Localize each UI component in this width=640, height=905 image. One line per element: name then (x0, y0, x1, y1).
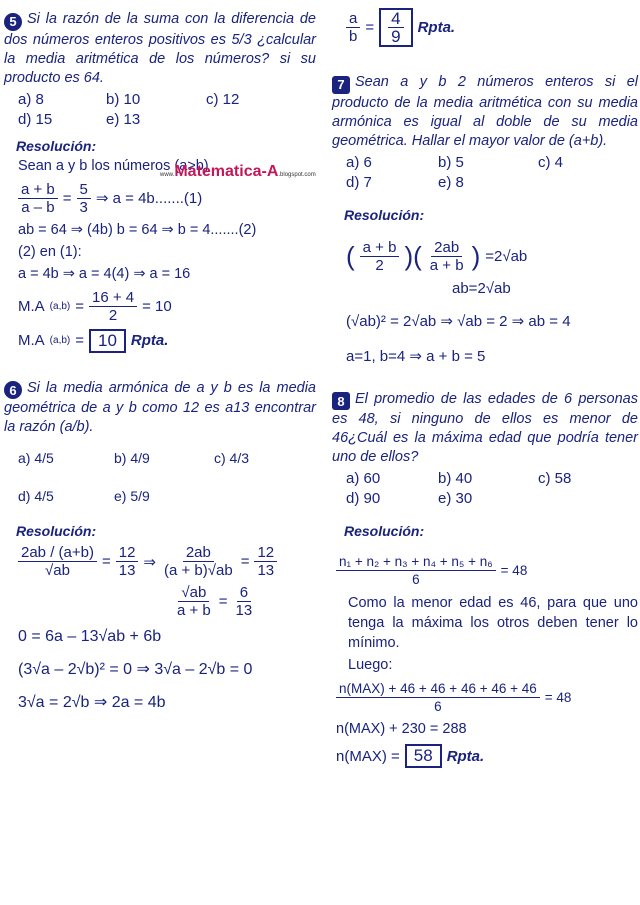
problem-8-answer: n(MAX) = 58 Rpta. (336, 744, 638, 768)
option: c) 4 (538, 153, 564, 171)
step: 0 = 6a – 13√ab + 6b (18, 628, 162, 645)
step: (√ab)² = 2√ab ⇒ √ab = 2 ⇒ ab = 4 (346, 312, 571, 330)
problem-7-options (346, 153, 638, 193)
option: b) 5 (438, 153, 464, 171)
problem-5-answer: M.A (a,b) = 10 Rpta. (18, 329, 316, 353)
option: d) 4/5 (18, 488, 54, 504)
left-column (4, 0, 316, 715)
option: b) 10 (106, 90, 141, 108)
problem-8-explanation: Como la menor edad es 46, para que uno tenga la máxima los otros deben tener lo mínimo. (348, 595, 638, 651)
option: a) 6 (346, 153, 372, 171)
step: $\frac{2ab / (a+b)}{√ab}$ = $\frac{12}{13}$ ⇒ $\frac{2ab}{(a + b)√ab}$ = $\frac{12}{13}$ (18, 544, 316, 579)
option: d) 90 (346, 490, 381, 507)
answer-box: 58 (405, 744, 442, 768)
problem-7-number: 7 (332, 76, 350, 94)
option: c) 12 (206, 90, 240, 108)
problem-6-number: 6 (4, 381, 22, 399)
step: $\frac{√ab}{a + b}$ = $\frac{6}{13}$ (177, 584, 253, 619)
step: Luego: (348, 657, 393, 673)
step: M.A (a,b) = $\frac{16 + 4}{2}$ = 10 (18, 288, 172, 324)
step: a=1, b=4 ⇒ a + b = 5 (346, 347, 486, 365)
step: ab = 64 ⇒ (4b) b = 64 ⇒ b = 4.......(2) (18, 221, 257, 238)
problem-8-options (346, 469, 638, 509)
problem-8-number: 8 (332, 392, 350, 410)
step: (2) en (1): (18, 243, 82, 260)
problem-5-resolucion: Resolución: (16, 137, 97, 154)
problem-7-resolucion: Resolución: (344, 206, 425, 223)
step: ( $\frac{a + b}{2}$ )( $\frac{2ab}{a + b}$ ) =2√ab (346, 238, 528, 274)
step: Sean a y b los números (a>b) (18, 157, 209, 174)
option: c) 58 (538, 470, 572, 487)
problem-5-question: 5 Si la razón de la suma con la diferencia de dos números enteros positivos es 5/3 ¿calcular la media aritmética de los números? si su producto es 64. (4, 11, 316, 86)
answer-box: 10 (89, 329, 126, 353)
step: 3√a = 2√b ⇒ 2a = 4b (18, 694, 166, 711)
problem-6-question: 6 Si la media armónica de a y b es la media geométrica de a y b como 12 es a13 encontrar la razón (a/b). (4, 379, 316, 435)
option: d) 15 (18, 110, 53, 128)
option: e) 13 (106, 110, 141, 128)
problem-5-options (18, 90, 316, 130)
option: a) 8 (18, 90, 44, 108)
step: a = 4b ⇒ a = 4(4) ⇒ a = 16 (18, 265, 191, 282)
watermark-logo: www.Matematica-A.blogspot.com (160, 163, 316, 180)
problem-8-question: 8 El promedio de las edades de 6 personas es 48, si ninguno de ellos es menor de 46¿Cuál es la máxima edad que podría tener uno de ellos? (332, 390, 638, 465)
step: ab=2√ab (452, 279, 511, 297)
option: a) 60 (346, 470, 381, 487)
problem-8-resolucion: Resolución: (344, 523, 425, 539)
option: b) 40 (438, 470, 473, 487)
problem-6-answer: $\frac{a}{b}$ = $\frac{4}{9}$ Rpta. (346, 8, 638, 47)
problem-6-options (18, 439, 316, 515)
option: e) 5/9 (114, 488, 150, 504)
step: $\frac{\text{n(MAX) + 46 + 46 + 46 + 46 + 46}}{6}$ = 48 (336, 680, 638, 715)
option: c) 4/3 (214, 450, 250, 466)
problem-7-question: 7 Sean a y b 2 números enteros si el producto de la media aritmética con su media armónica es igual al doble de su media geométrica. Hallar el mayor valor de (a+b). (332, 74, 638, 149)
problem-6-resolucion: Resolución: (16, 523, 97, 539)
step: $\frac{a + b}{a - b}$ = $\frac{5}{3}$ ⇒ a = 4b.......(1) (18, 181, 316, 216)
step: n(MAX) + 230 = 288 (336, 721, 467, 737)
option: e) 8 (438, 173, 464, 191)
option: e) 30 (438, 490, 473, 507)
problem-5-number: 5 (4, 13, 22, 31)
right-column (332, 0, 638, 773)
option: b) 4/9 (114, 450, 150, 466)
option: d) 7 (346, 173, 372, 191)
answer-box: $\frac{4}{9}$ (379, 8, 412, 47)
option: a) 4/5 (18, 450, 54, 466)
step: $\frac{\text{n₁ + n₂ + n₃ + n₄ + n₅ + n₆}}{6}$ = 48 (336, 553, 638, 588)
step: (3√a – 2√b)² = 0 ⇒ 3√a – 2√b = 0 (18, 661, 253, 678)
